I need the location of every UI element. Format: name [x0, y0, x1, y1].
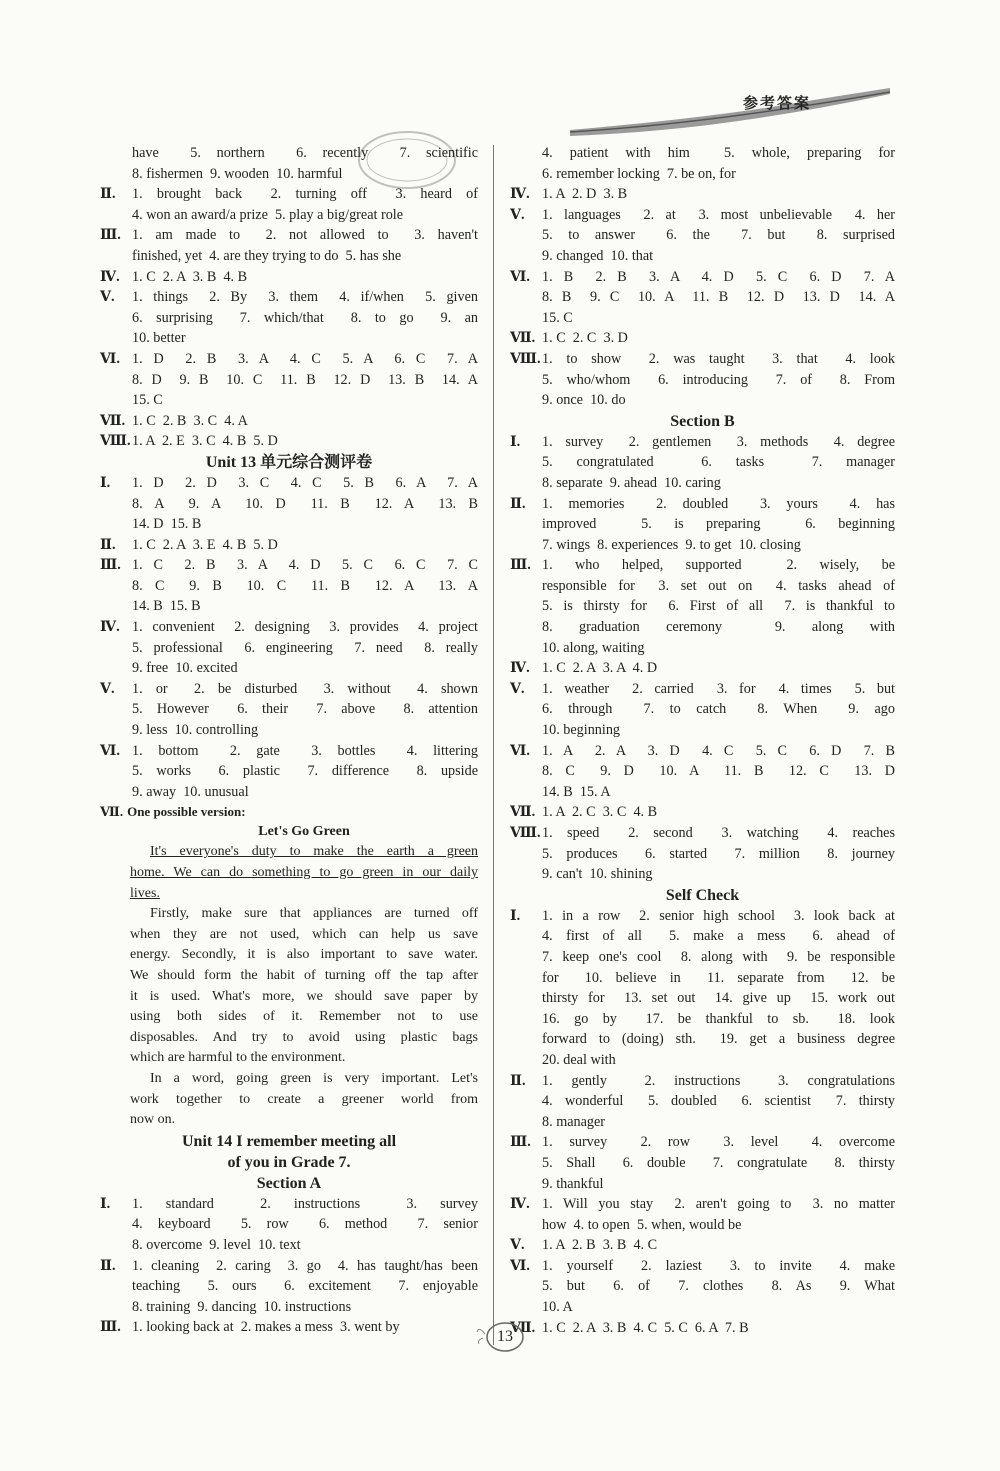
question-number: Ⅱ. — [100, 1257, 116, 1274]
answer-line: 5. Shall 6. double 7. congratulate 8. thirsty — [542, 1154, 895, 1171]
answer-line: 5. works 6. plastic 7. difference 8. upside — [132, 763, 478, 780]
answer-line: 8. graduation ceremony 9. along with — [542, 619, 895, 636]
answer-line: 1. A 2. C 3. C 4. B — [542, 804, 658, 821]
essay-title: Let's Go Green — [258, 824, 350, 840]
question-number: Ⅶ. — [100, 412, 126, 429]
essay-line: which are harmful to the environment. — [130, 1050, 346, 1066]
answer-block — [100, 225, 478, 266]
answer-line: 9. thankful — [542, 1175, 604, 1192]
answer-block — [510, 143, 895, 184]
answer-line: 8. overcome 9. level 10. text — [132, 1236, 301, 1253]
answer-line: responsible for 3. set out on 4. tasks ahead of — [542, 577, 895, 594]
answer-line: 1. C 2. C 3. D — [542, 330, 628, 347]
question-number: Ⅵ. — [100, 742, 120, 759]
answer-block — [510, 802, 895, 823]
question-number: Ⅳ. — [510, 186, 530, 203]
answer-block — [510, 205, 895, 267]
essay-line: In a word, going green is very important. Let's — [150, 1070, 478, 1086]
answer-line: improved 5. is preparing 6. beginning — [542, 516, 895, 533]
answer-block — [510, 741, 895, 803]
answer-block — [510, 679, 895, 741]
answer-block — [510, 658, 895, 679]
question-number: Ⅴ. — [510, 1237, 525, 1254]
answer-line: 1. speed 2. second 3. watching 4. reaches — [542, 825, 895, 841]
answer-line: 4. won an award/a prize 5. play a big/great role — [132, 206, 404, 223]
essay-intro: One possible version: — [127, 804, 246, 820]
question-number: Ⅶ. — [510, 330, 536, 347]
section-heading: Section B — [670, 412, 735, 430]
question-number: Ⅷ. — [510, 350, 541, 367]
answer-line: 16. go by 17. be thankful to sb. 18. look — [542, 1010, 895, 1027]
answer-line: 4. keyboard 5. row 6. method 7. senior — [132, 1216, 478, 1233]
section-heading: Unit 13 单元综合测评卷 — [205, 453, 373, 471]
answer-block — [510, 906, 895, 1071]
answer-line: 9. once 10. do — [542, 392, 626, 409]
answer-line: 1. brought back 2. turning off 3. heard of — [132, 186, 478, 203]
answer-line: 5. is thirsty for 6. First of all 7. is thankful to — [542, 598, 895, 615]
page-number — [475, 1320, 535, 1354]
essay-line: work together to create a greener world from — [130, 1091, 478, 1107]
answer-block — [100, 473, 478, 535]
answer-line: 1. C 2. A 3. B 4. C 5. C 6. A 7. B — [542, 1319, 749, 1336]
essay-line: home. We can do something to go green in our daily — [130, 865, 478, 880]
answer-line: 5. but 6. of 7. clothes 8. As 9. What — [542, 1278, 895, 1295]
answer-line: 1. yourself 2. laziest 3. to invite 4. make — [542, 1257, 895, 1274]
answer-line: finished, yet 4. are they trying to do 5. has she — [132, 247, 402, 264]
essay-line: energy. Secondly, it is also important to save water. — [130, 947, 478, 963]
answer-block — [100, 143, 478, 184]
essay-line: disposables. And try to avoid using plastic bags — [130, 1029, 478, 1045]
answer-line: 15. C — [132, 392, 163, 409]
answer-block — [510, 555, 895, 658]
answer-line: 5. produces 6. started 7. million 8. journey — [542, 845, 895, 862]
answer-line: 5. congratulated 6. tasks 7. manager — [542, 454, 895, 471]
section-heading: Section A — [256, 1174, 322, 1192]
answer-line: 6. surprising 7. which/that 8. to go 9. an — [132, 309, 478, 326]
answer-line: 8. D 9. B 10. C 11. B 12. D 13. B 14. A — [132, 371, 478, 388]
answer-line: 1. A 2. E 3. C 4. B 5. D — [132, 433, 278, 450]
question-number: Ⅲ. — [100, 1319, 121, 1336]
answer-line: 4. patient with him 5. whole, preparing for — [542, 145, 895, 161]
question-number: Ⅲ. — [100, 227, 121, 244]
question-number: Ⅴ. — [100, 680, 115, 697]
answer-line: 14. B 15. A — [542, 783, 611, 800]
answer-line: 1. A 2. A 3. D 4. C 5. C 6. D 7. B — [542, 742, 895, 759]
answer-block — [510, 432, 895, 494]
answer-line: 14. D 15. B — [132, 516, 202, 533]
answer-line: 1. C 2. B 3. C 4. A — [132, 412, 248, 429]
answer-line: 1. who helped, supported 2. wisely, be — [542, 557, 895, 574]
answer-line: 1. things 2. By 3. them 4. if/when 5. given — [132, 289, 478, 306]
answer-line: 1. C 2. B 3. A 4. D 5. C 6. C 7. C — [132, 557, 478, 574]
answer-line: 1. memories 2. doubled 3. yours 4. has — [542, 495, 895, 512]
answer-line: 1. looking back at 2. makes a mess 3. went by — [132, 1319, 400, 1336]
answer-line: 8. training 9. dancing 10. instructions — [132, 1298, 352, 1315]
question-number: Ⅳ. — [510, 660, 530, 677]
answer-line: 1. survey 2. gentlemen 3. methods 4. degree — [542, 433, 895, 450]
question-number: Ⅴ. — [100, 289, 115, 306]
header-banner — [565, 80, 895, 140]
answer-line: 9. free 10. excited — [132, 660, 238, 677]
answer-line: 8. B 9. C 10. A 11. B 12. D 13. D 14. A — [542, 289, 895, 306]
answer-line: 6. remember locking 7. be on, for — [542, 165, 736, 182]
answer-line: 1. weather 2. carried 3. for 4. times 5. but — [542, 680, 895, 697]
answer-line: 14. B 15. B — [132, 598, 201, 615]
question-number: Ⅶ. — [510, 804, 536, 821]
answer-line: 5. However 6. their 7. above 8. attention — [132, 701, 478, 718]
answer-line: 1. D 2. B 3. A 4. C 5. A 6. C 7. A — [132, 350, 478, 367]
answer-block — [100, 535, 478, 556]
answer-block — [510, 1318, 895, 1339]
answer-block — [510, 1071, 895, 1133]
question-number: Ⅰ. — [510, 433, 521, 450]
page-number-text: 13 — [497, 1328, 513, 1345]
answer-line: 4. first of all 5. make a mess 6. ahead of — [542, 928, 895, 945]
answer-line: 1. cleaning 2. caring 3. go 4. has taught/has been — [132, 1257, 478, 1274]
left-column — [100, 143, 478, 1338]
question-number: Ⅶ. — [100, 804, 124, 820]
answer-line: forward to (doing) sth. 19. get a business degree — [542, 1031, 895, 1048]
answer-block — [100, 431, 478, 452]
answer-line: 1. languages 2. at 3. most unbelievable 4. her — [542, 206, 895, 223]
question-number: Ⅷ. — [100, 433, 131, 450]
answer-line: 1. D 2. D 3. C 4. C 5. B 6. A 7. A — [132, 474, 478, 491]
essay-line: We should form the habit of turning off the tap after — [130, 967, 478, 983]
question-number: Ⅵ. — [510, 268, 530, 285]
question-number: Ⅵ. — [100, 350, 120, 367]
answer-block — [100, 741, 478, 803]
answer-block — [100, 1194, 478, 1256]
answer-block — [510, 349, 895, 411]
question-number: Ⅱ. — [510, 1072, 526, 1089]
answer-line: 15. C — [542, 309, 573, 326]
answer-line: 1. to show 2. was taught 3. that 4. look — [542, 350, 895, 367]
question-number: Ⅱ. — [510, 495, 526, 512]
answer-line: 1. B 2. B 3. A 4. D 5. C 6. D 7. A — [542, 268, 895, 285]
question-number: Ⅵ. — [510, 742, 530, 759]
answer-line: 7. wings 8. experiences 9. to get 10. closing — [542, 536, 801, 553]
answer-block — [100, 411, 478, 432]
answer-line: 9. away 10. unusual — [132, 783, 249, 800]
answer-line: 6. through 7. to catch 8. When 9. ago — [542, 701, 895, 718]
question-number: Ⅴ. — [510, 206, 525, 223]
answer-line: 8. manager — [542, 1113, 606, 1130]
answer-line: 10. beginning — [542, 722, 621, 739]
question-number: Ⅴ. — [510, 680, 525, 697]
answer-line: 10. A — [542, 1299, 573, 1316]
question-number: Ⅲ. — [510, 557, 531, 574]
answer-line: 20. deal with — [542, 1051, 616, 1068]
question-number: Ⅰ. — [100, 1195, 111, 1212]
answer-block — [100, 617, 478, 679]
answer-block — [510, 328, 895, 349]
answer-line: 1. convenient 2. designing 3. provides 4. project — [132, 619, 478, 636]
right-column — [510, 143, 895, 1338]
essay-line: it is used. What's more, we should save paper by — [130, 988, 478, 1004]
answer-block — [510, 1194, 895, 1235]
answer-line: 1. or 2. be disturbed 3. without 4. shown — [132, 680, 478, 697]
section-heading: of you in Grade 7. — [227, 1153, 351, 1171]
answer-line: have 5. northern 6. recently 7. scientific — [132, 145, 478, 161]
answer-line: 1. A 2. B 3. B 4. C — [542, 1237, 658, 1254]
answer-line: 7. keep one's cool 8. along with 9. be responsible — [542, 948, 895, 965]
question-number: Ⅰ. — [100, 474, 111, 491]
question-number: Ⅱ. — [100, 536, 116, 553]
question-number: Ⅲ. — [100, 557, 121, 574]
answer-block — [100, 267, 478, 288]
answer-line: 1. standard 2. instructions 3. survey — [132, 1195, 478, 1212]
answer-line: 1. Will you stay 2. aren't going to 3. no matter — [542, 1196, 895, 1213]
answer-block — [100, 184, 478, 225]
answer-line: 8. separate 9. ahead 10. caring — [542, 474, 721, 491]
essay-line: Firstly, make sure that appliances are turned off — [150, 906, 478, 922]
answer-line: how 4. to open 5. when, would be — [542, 1216, 742, 1233]
answer-line: 1. C 2. A 3. E 4. B 5. D — [132, 536, 278, 553]
question-number: Ⅳ. — [100, 619, 120, 636]
essay-line: when they are not used, which can help us save — [130, 926, 478, 942]
question-number: Ⅲ. — [510, 1134, 531, 1151]
essay-block — [100, 802, 478, 1130]
answer-line: 1. C 2. A 3. B 4. B — [132, 268, 248, 285]
essay-line: using both sides of it. Remember not to use — [130, 1009, 478, 1025]
header-title: 参考答案 — [743, 96, 812, 112]
answer-line: 10. along, waiting — [542, 639, 645, 656]
answer-line: 1. C 2. A 3. A 4. D — [542, 660, 658, 677]
question-number: Ⅳ. — [510, 1196, 530, 1213]
answer-line: 9. can't 10. shining — [542, 866, 653, 883]
answer-line: 5. who/whom 6. introducing 7. of 8. From — [542, 371, 895, 388]
answer-line: 9. less 10. controlling — [132, 722, 259, 739]
section-heading: Unit 14 I remember meeting all — [181, 1132, 397, 1150]
answer-line: 1. survey 2. row 3. level 4. overcome — [542, 1134, 895, 1151]
essay-line: lives. — [130, 885, 160, 901]
essay-line: It's everyone's duty to make the earth a green — [150, 844, 478, 860]
answer-line: 8. C 9. B 10. C 11. B 12. A 13. A — [132, 577, 478, 594]
answer-line: 4. wonderful 5. doubled 6. scientist 7. thirsty — [542, 1093, 895, 1110]
answer-block — [100, 679, 478, 741]
answer-block — [100, 349, 478, 411]
answer-line: 5. professional 6. engineering 7. need 8. really — [132, 639, 478, 656]
question-number: Ⅵ. — [510, 1257, 530, 1274]
answer-line: 5. to answer 6. the 7. but 8. surprised — [542, 227, 895, 244]
answer-line: 9. changed 10. that — [542, 247, 654, 264]
answer-block — [100, 287, 478, 349]
question-number: Ⅳ. — [100, 268, 120, 285]
answer-line: 8. fishermen 9. wooden 10. harmful — [132, 165, 343, 182]
answer-line: 1. A 2. D 3. B — [542, 186, 628, 203]
answer-block — [100, 1256, 478, 1318]
answer-block — [510, 823, 895, 885]
answer-line: 8. A 9. A 10. D 11. B 12. A 13. B — [132, 495, 478, 512]
answer-line: for 10. believe in 11. separate from 12. be — [542, 969, 895, 986]
question-number: Ⅰ. — [510, 907, 521, 924]
section-heading: Self Check — [665, 886, 740, 904]
answer-block — [510, 1235, 895, 1256]
answer-line: 8. C 9. D 10. A 11. B 12. C 13. D — [542, 763, 895, 780]
answer-line: thirsty for 13. set out 14. give up 15. work out — [542, 990, 895, 1007]
answer-line: 1. am made to 2. not allowed to 3. haven't — [132, 227, 478, 244]
essay-line: now on. — [130, 1112, 176, 1128]
answer-block — [510, 494, 895, 556]
answer-block — [510, 184, 895, 205]
question-number: Ⅷ. — [510, 825, 541, 841]
answer-line: teaching 5. ours 6. excitement 7. enjoyable — [132, 1278, 478, 1295]
column-divider — [493, 145, 494, 1345]
answer-line: 10. better — [132, 330, 186, 347]
answer-block — [510, 267, 895, 329]
answer-block — [100, 1317, 478, 1338]
answer-block — [100, 555, 478, 617]
answer-block — [510, 1256, 895, 1318]
answer-line: 1. in a row 2. senior high school 3. look back at — [542, 907, 895, 924]
question-number: Ⅱ. — [100, 186, 116, 203]
question-number: Ⅶ. — [510, 1319, 536, 1336]
answer-line: 1. gently 2. instructions 3. congratulations — [542, 1072, 895, 1089]
answer-line: 1. bottom 2. gate 3. bottles 4. littering — [132, 742, 478, 759]
answer-block — [510, 1132, 895, 1194]
